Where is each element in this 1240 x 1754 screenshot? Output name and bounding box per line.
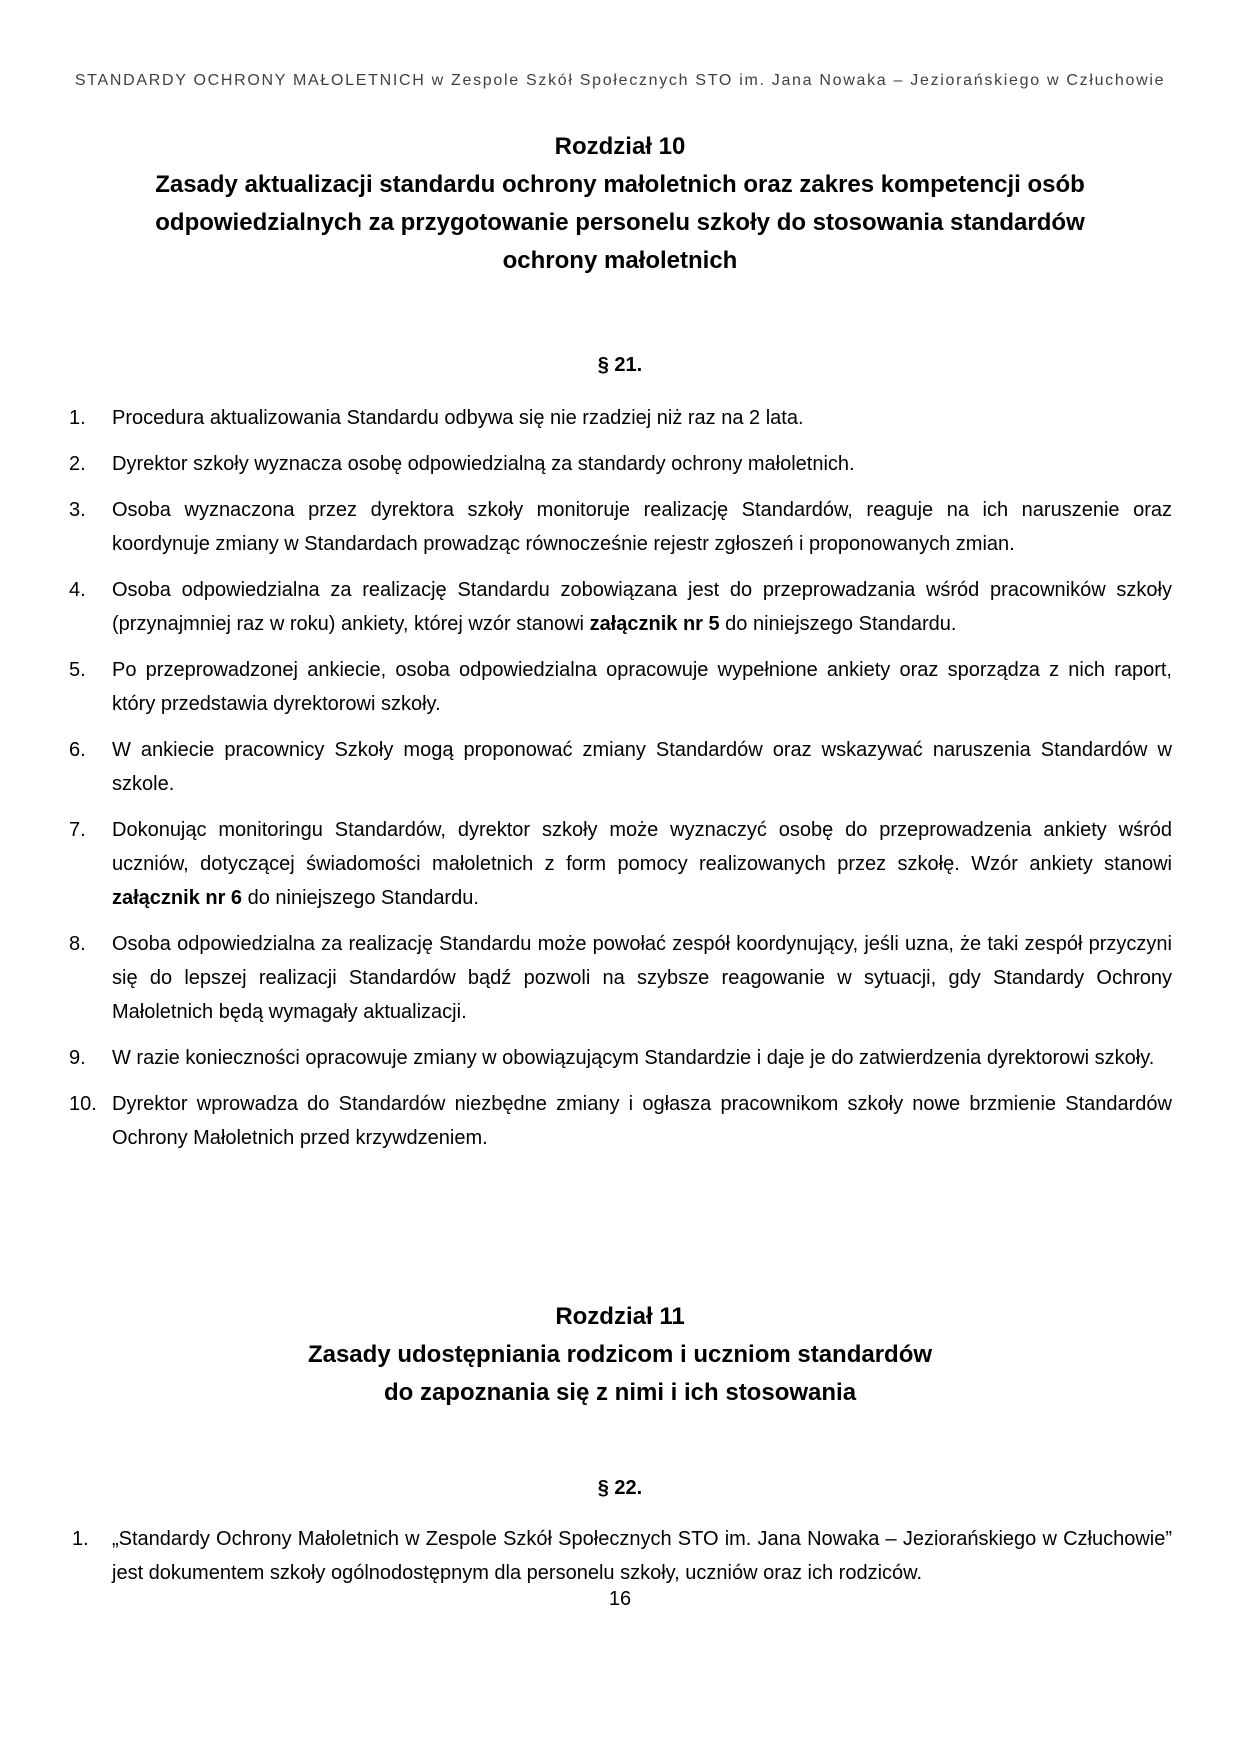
section-21-list (69, 401, 1172, 1167)
list-item: 10. Dyrektor wprowadza do Standardów niezbędne zmiany i ogłasza pracownikom szkoły nowe brzmienie Standardów Ochrony Małoletnich przed krzywdzeniem. (69, 1093, 1172, 1149)
chapter-10-title-line-1: Zasady aktualizacji standardu ochrony małoletnich oraz zakres kompetencji osób (155, 171, 1085, 198)
chapter-11-title-line-1: Zasady udostępniania rodzicom i uczniom standardów (307, 1341, 933, 1368)
list-item: 5. Po przeprowadzonej ankiecie, osoba odpowiedzialna opracowuje wypełnione ankiety oraz sporządza z nich raport, który przedstawia dyrektorowi szkoły. (69, 659, 1172, 715)
list-item: 9. W razie konieczności opracowuje zmiany w obowiązującym Standardzie i daje je do zatwierdzenia dyrektorowi szkoły. (69, 1047, 1155, 1069)
section-22-mark: § 22. (597, 1477, 643, 1499)
list-item: 1. Procedura aktualizowania Standardu odbywa się nie rzadziej niż raz na 2 lata. (69, 407, 804, 429)
attachment-reference: załącznik nr 6 (112, 887, 243, 909)
running-header: STANDARDY OCHRONY MAŁOLETNICH w Zespole Szkół Społecznych STO im. Jana Nowaka – Jeziorańskiego w Człuchowie (74, 72, 1166, 89)
chapter-10-title-line-3: ochrony małoletnich (502, 247, 738, 274)
section-21-mark: § 21. (597, 354, 643, 376)
chapter-11-title-line-2: do zapoznania się z nimi i ich stosowania (383, 1379, 857, 1406)
list-item: 8. Osoba odpowiedzialna za realizację Standardu może powołać zespół koordynujący, jeśli uzna, że taki zespół przyczyni się do lepszej realizacji Standardów bądź pozwoli na szybsze reagowanie w sytuacji, gdy Standardy Ochrony Małoletnich będą wymagały aktualizacji. (69, 933, 1172, 1023)
chapter-10-number: Rozdział 10 (554, 133, 686, 160)
page-number: 16 (608, 1588, 632, 1610)
list-item: 1. „Standardy Ochrony Małoletnich w Zespole Szkół Społecznych STO im. Jana Nowaka – Jeziorańskiego w Człuchowie” jest dokumentem szkoły ogólnodostępnym dla personelu szkoły, uczniów oraz ich rodziców. (72, 1528, 1172, 1584)
chapter-11-number: Rozdział 11 (555, 1303, 685, 1330)
list-item: 4. Osoba odpowiedzialna za realizację Standardu zobowiązana jest do przeprowadzania wśród pracowników szkoły (przynajmniej raz w roku) ankiety, której wzór stanowi załącznik nr 5 do niniejszego Standardu. (69, 579, 1172, 635)
list-item: 2. Dyrektor szkoły wyznacza osobę odpowiedzialną za standardy ochrony małoletnich. (69, 453, 855, 475)
list-item: 7. Dokonując monitoringu Standardów, dyrektor szkoły może wyznaczyć osobę do przeprowadzenia ankiety wśród uczniów, dotyczącej świadomości małoletnich z form pomocy realizowanych przez szkołę. Wzór ankiety stanowi załącznik nr 6 do niniejszego Standardu. (69, 819, 1172, 909)
chapter-11-heading (120, 1298, 1120, 1412)
chapter-10-title-line-2: odpowiedzialnych za przygotowanie personelu szkoły do stosowania standardów (155, 209, 1085, 236)
chapter-10-heading (120, 128, 1120, 280)
list-item: 3. Osoba wyznaczona przez dyrektora szkoły monitoruje realizację Standardów, reaguje na ich naruszenie oraz koordynuje zmiany w Standardach prowadząc równocześnie rejestr zgłoszeń i proponowanych zmian. (69, 499, 1172, 555)
list-item: 6. W ankiecie pracownicy Szkoły mogą proponować zmiany Standardów oraz wskazywać naruszenia Standardów w szkole. (69, 739, 1172, 795)
attachment-reference: załącznik nr 5 (589, 613, 720, 635)
